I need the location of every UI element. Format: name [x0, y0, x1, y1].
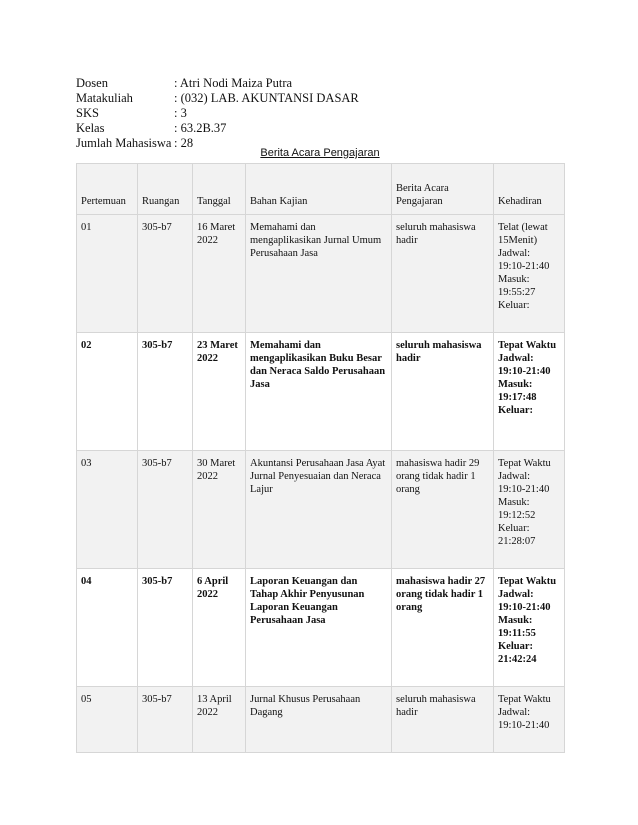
cell-kehadiran: Tepat Waktu Jadwal: 19:10-21:40 Masuk: 19:12:52 Keluar: 21:28:07	[494, 451, 565, 569]
table-row	[77, 569, 565, 687]
cell-kehadiran: Telat (lewat 15Menit) Jadwal: 19:10-21:40 Masuk: 19:55:27 Keluar:	[494, 215, 565, 333]
info-value: : Atri Nodi Maiza Putra	[174, 76, 293, 90]
cell-tanggal: 23 Maret 2022	[193, 333, 246, 451]
cell-berita-acara: mahasiswa hadir 27 orang tidak hadir 1 orang	[392, 569, 494, 687]
cell-berita-acara: seluruh mahasiswa hadir	[392, 215, 494, 333]
info-label: SKS	[76, 106, 99, 120]
table-row	[77, 451, 565, 569]
cell-pertemuan: 03	[77, 451, 138, 569]
cell-kehadiran: Tepat Waktu Jadwal: 19:10-21:40 Masuk: 19:17:48 Keluar:	[494, 333, 565, 451]
cell-berita-acara: seluruh mahasiswa hadir	[392, 333, 494, 451]
cell-bahan-kajian: Akuntansi Perusahaan Jasa Ayat Jurnal Penyesuaian dan Neraca Lajur	[246, 451, 392, 569]
info-row-matakuliah	[76, 91, 359, 106]
column-header: Kehadiran	[494, 164, 565, 215]
cell-ruangan: 305-b7	[138, 451, 193, 569]
cell-tanggal: 16 Maret 2022	[193, 215, 246, 333]
cell-ruangan: 305-b7	[138, 215, 193, 333]
cell-pertemuan: 01	[77, 215, 138, 333]
cell-ruangan: 305-b7	[138, 687, 193, 753]
table-header-row	[77, 164, 565, 215]
berita-acara-table	[76, 163, 565, 753]
info-label: Kelas	[76, 121, 105, 135]
cell-pertemuan: 02	[77, 333, 138, 451]
column-header: Pertemuan	[77, 164, 138, 215]
info-row-sks	[76, 106, 359, 121]
column-header: Tanggal	[193, 164, 246, 215]
cell-bahan-kajian: Jurnal Khusus Perusahaan Dagang	[246, 687, 392, 753]
info-value: : (032) LAB. AKUNTANSI DASAR	[174, 91, 359, 105]
info-value: : 3	[174, 106, 187, 120]
column-header: Ruangan	[138, 164, 193, 215]
table-row	[77, 215, 565, 333]
cell-tanggal: 13 April 2022	[193, 687, 246, 753]
cell-kehadiran: Tepat Waktu Jadwal: 19:10-21:40 Masuk: 19:11:55 Keluar: 21:42:24	[494, 569, 565, 687]
cell-tanggal: 30 Maret 2022	[193, 451, 246, 569]
cell-tanggal: 6 April 2022	[193, 569, 246, 687]
info-row-kelas	[76, 121, 359, 136]
cell-pertemuan: 05	[77, 687, 138, 753]
cell-bahan-kajian: Memahami dan mengaplikasikan Buku Besar dan Neraca Saldo Perusahaan Jasa	[246, 333, 392, 451]
cell-berita-acara: mahasiswa hadir 29 orang tidak hadir 1 orang	[392, 451, 494, 569]
course-info	[76, 76, 359, 151]
info-row-dosen	[76, 76, 359, 91]
info-value: : 28	[174, 136, 194, 150]
cell-bahan-kajian: Memahami dan mengaplikasikan Jurnal Umum Perusahaan Jasa	[246, 215, 392, 333]
cell-berita-acara: seluruh mahasiswa hadir	[392, 687, 494, 753]
cell-kehadiran: Tepat Waktu Jadwal: 19:10-21:40	[494, 687, 565, 753]
info-label: Dosen	[76, 76, 108, 90]
cell-ruangan: 305-b7	[138, 333, 193, 451]
column-header: Berita Acara Pengajaran	[392, 164, 494, 215]
column-header: Bahan Kajian	[246, 164, 392, 215]
cell-ruangan: 305-b7	[138, 569, 193, 687]
cell-pertemuan: 04	[77, 569, 138, 687]
info-label: Matakuliah	[76, 91, 133, 105]
table-row	[77, 333, 565, 451]
table-row	[77, 687, 565, 753]
cell-bahan-kajian: Laporan Keuangan dan Tahap Akhir Penyusunan Laporan Keuangan Perusahaan Jasa	[246, 569, 392, 687]
table-title: Berita Acara Pengajaran	[260, 147, 380, 159]
info-value: : 63.2B.37	[174, 121, 227, 135]
info-label: Jumlah Mahasiswa	[76, 136, 172, 150]
